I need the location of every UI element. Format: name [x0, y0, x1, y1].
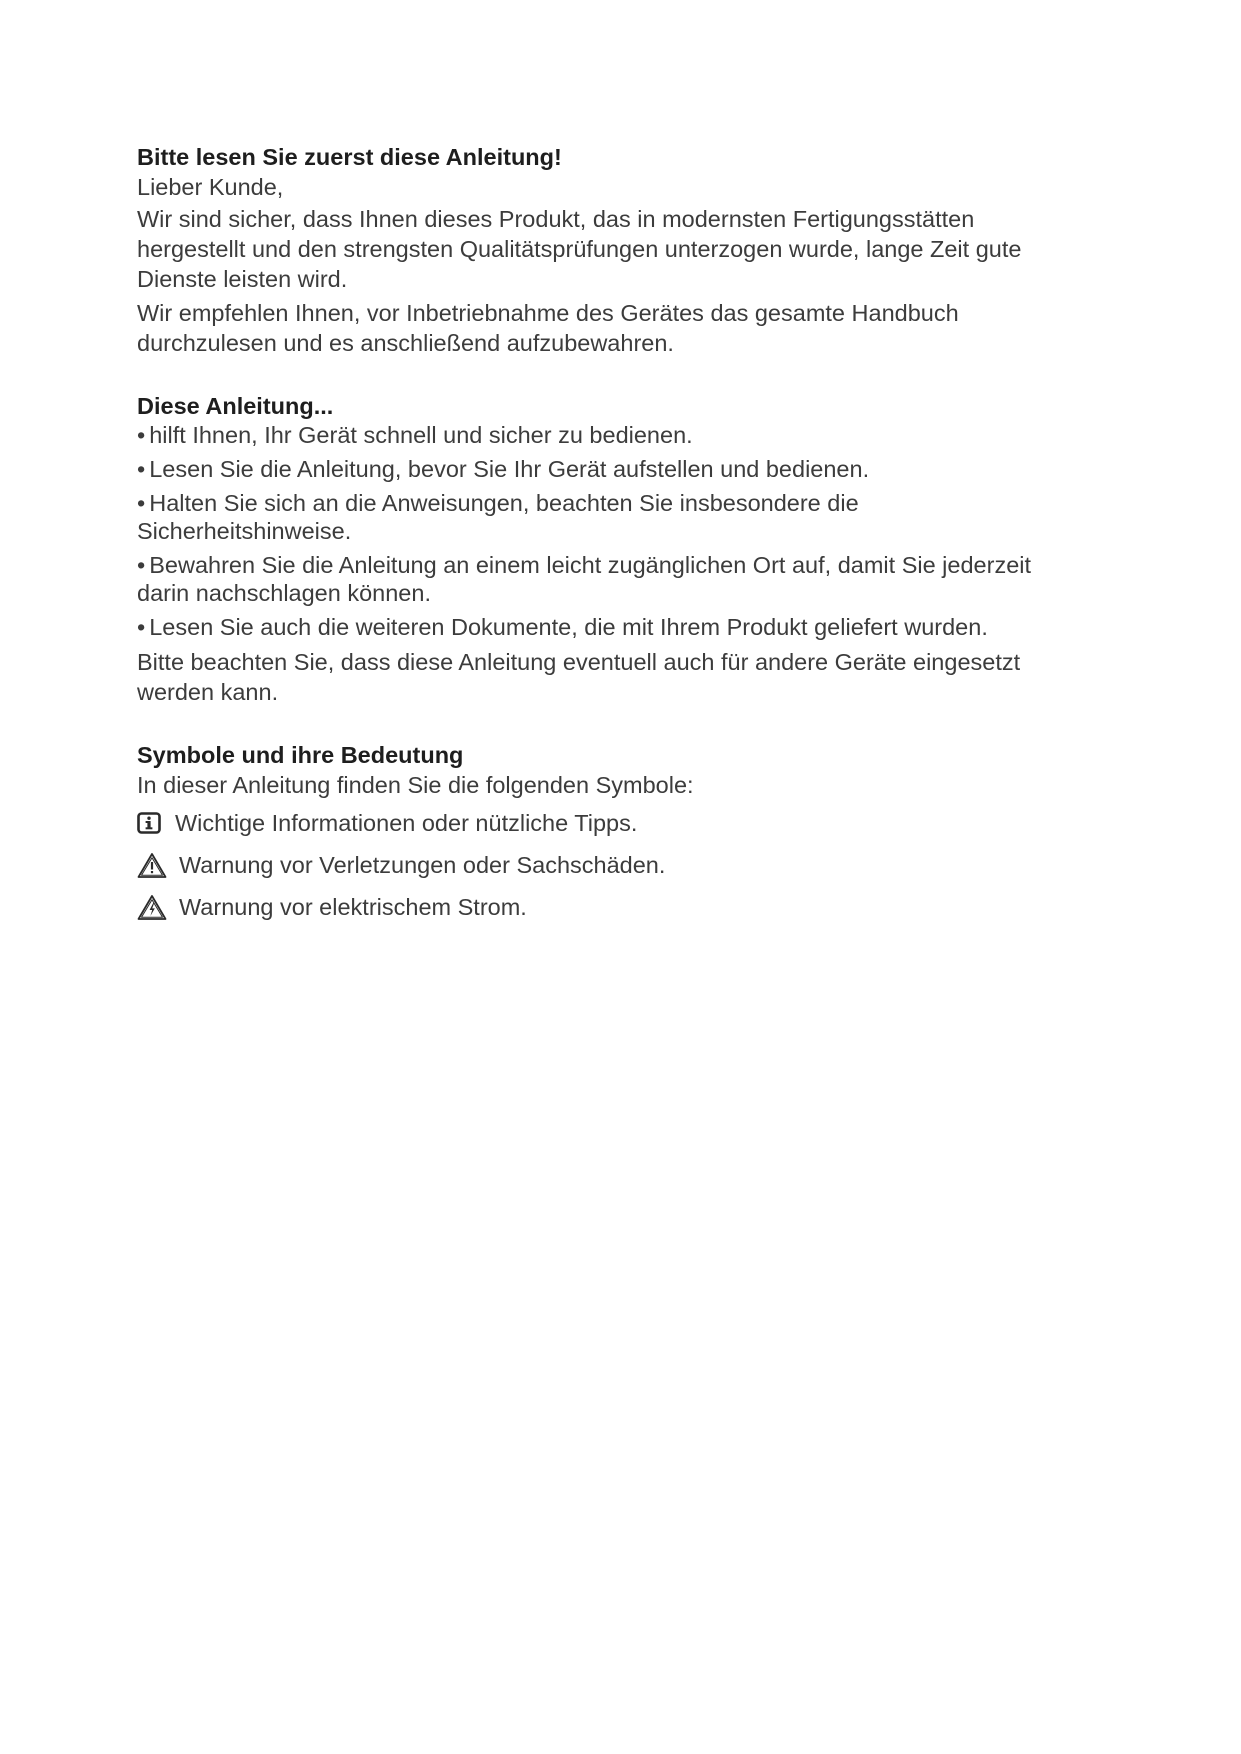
bullet-text: Halten Sie sich an die Anweisungen, beachten Sie insbesondere die [149, 490, 859, 516]
bullet-text: hilft Ihnen, Ihr Gerät schnell und sicher zu bedienen. [149, 422, 693, 448]
intro-paragraph-2-line-1: Wir empfehlen Ihnen, vor Inbetriebnahme des Gerätes das gesamte Handbuch [137, 300, 959, 326]
manual-note [137, 647, 1077, 707]
salutation: Lieber Kunde, [137, 174, 284, 200]
section-spacer [137, 711, 1077, 740]
symbol-text-info: Wichtige Informationen oder nützliche Tipps. [175, 810, 638, 836]
symbols-section [137, 740, 1077, 922]
manual-note-line-1: Bitte beachten Sie, dass diese Anleitung eventuell auch für andere Geräte eingesetzt [137, 649, 1021, 675]
bullet-item [137, 455, 1077, 483]
bullet-text-continued: darin nachschlagen können. [137, 580, 431, 606]
intro-paragraph-1-line-2: hergestellt und den strengsten Qualitätsprüfungen unterzogen wurde, lange Zeit gute [137, 236, 1022, 262]
intro-paragraph-1-line-1: Wir sind sicher, dass Ihnen dieses Produkt, das in modernsten Fertigungsstätten [137, 206, 975, 232]
symbol-text-warning: Warnung vor Verletzungen oder Sachschäden. [179, 852, 666, 878]
bullet-text: Lesen Sie auch die weiteren Dokumente, die mit Ihrem Produkt geliefert wurden. [149, 614, 988, 640]
bullet-dot: • [137, 422, 146, 448]
bullet-dot: • [137, 456, 146, 482]
bullet-item [137, 613, 1077, 641]
intro-heading: Bitte lesen Sie zuerst diese Anleitung! [137, 144, 562, 170]
intro-paragraph-2-line-2: durchzulesen und es anschließend aufzubewahren. [137, 330, 674, 356]
bullet-item [137, 489, 1077, 545]
bullet-item [137, 421, 1077, 449]
bullet-dot: • [137, 552, 146, 578]
bullet-item [137, 551, 1077, 607]
manual-heading: Diese Anleitung... [137, 393, 334, 419]
symbol-row-warning [137, 850, 1077, 880]
symbol-text-electric: Warnung vor elektrischem Strom. [179, 894, 527, 920]
manual-note-line-2: werden kann. [137, 679, 279, 705]
symbol-row-electric [137, 892, 1077, 922]
manual-bullet-list [137, 421, 1077, 641]
symbols-intro: In dieser Anleitung finden Sie die folgenden Symbole: [137, 772, 694, 798]
symbols-heading: Symbole und ihre Bedeutung [137, 742, 464, 768]
intro-paragraph-1 [137, 204, 1077, 294]
section-spacer [137, 362, 1077, 391]
electric-warning-icon [137, 892, 171, 922]
intro-section [137, 142, 1077, 358]
manual-section [137, 391, 1077, 707]
bullet-text-continued: Sicherheitshinweise. [137, 518, 352, 544]
bullet-dot: • [137, 614, 146, 640]
bullet-dot: • [137, 490, 146, 516]
intro-paragraph-1-line-3: Dienste leisten wird. [137, 266, 348, 292]
bullet-text: Lesen Sie die Anleitung, bevor Sie Ihr Gerät aufstellen und bedienen. [149, 456, 870, 482]
document-page [137, 142, 1077, 922]
intro-paragraph-2 [137, 298, 1077, 358]
info-icon [137, 808, 171, 838]
bullet-text: Bewahren Sie die Anleitung an einem leicht zugänglichen Ort auf, damit Sie jederzeit [149, 552, 1032, 578]
symbol-row-info [137, 808, 1077, 838]
warning-triangle-icon [137, 850, 171, 880]
